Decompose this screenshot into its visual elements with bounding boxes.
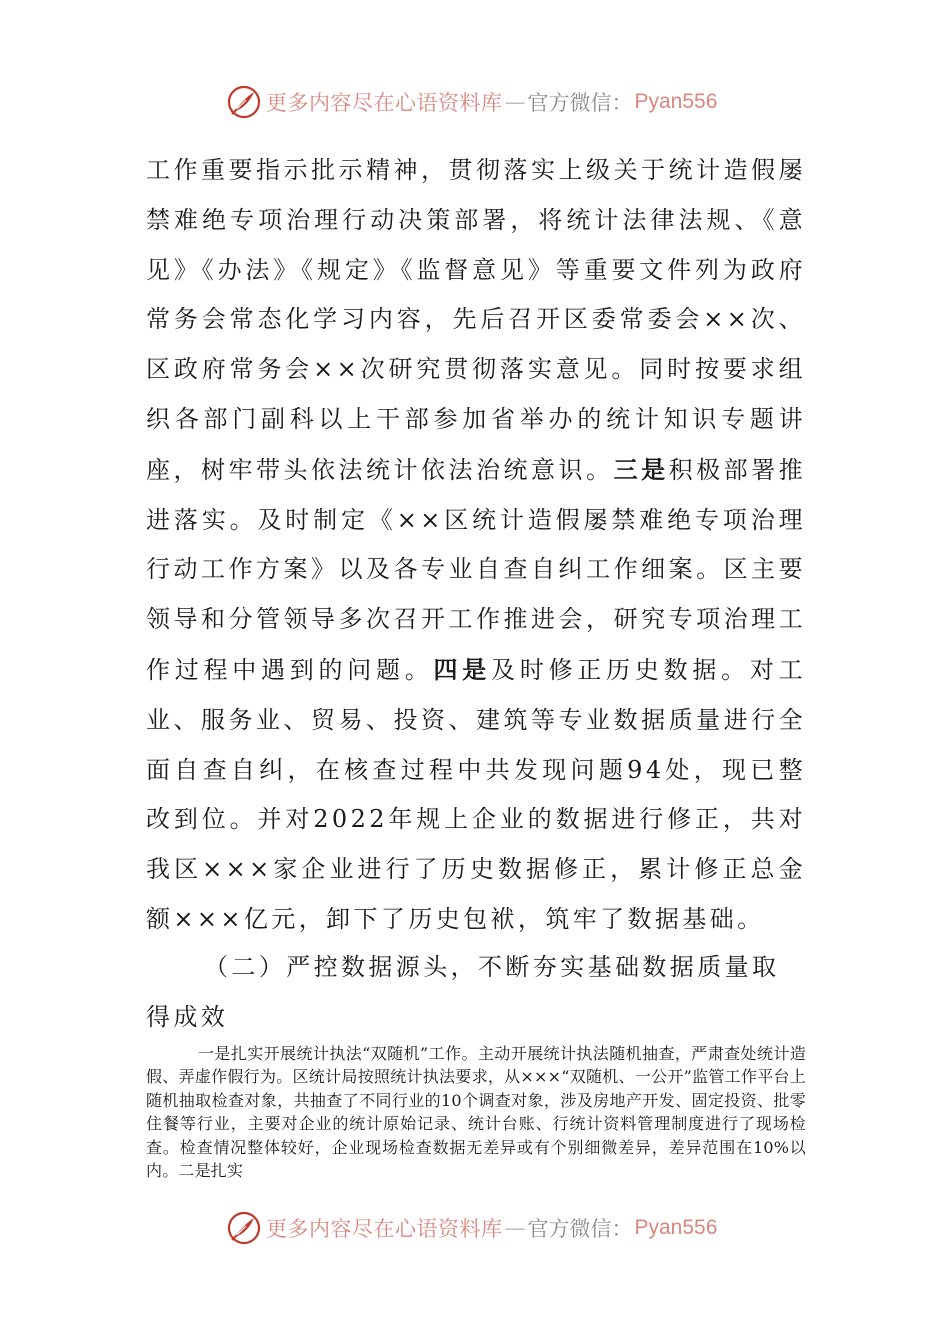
body-segment-1: 工作重要指示批示精神，贯彻落实上级关于统计造假屡禁难绝专项治理行动决策部署，将统计法律法规、《意见》《办法》《规定》《监督意见》等重要文件列为政府常务会常态化学习内容，先后召开区委常委会××次、区政府常务会××次研究贯彻落实意见。同时按要求组织各部门副科以上干部参加省举办的统计知识专题讲座，树牢带头依法统计依法治统意识。 (146, 156, 806, 484)
watermark-wechat-id: Pyan556 (634, 1216, 718, 1239)
watermark-separator: — (504, 1216, 526, 1240)
watermark-footer (226, 1208, 717, 1248)
bold-lead-three: 三是 (613, 454, 669, 484)
watermark-brand: 更多内容尽在心语资料库 (266, 91, 503, 115)
watermark-official: 官方微信： (527, 1217, 633, 1241)
bold-lead-four: 四是 (433, 654, 492, 684)
small-paragraph: 一是扎实开展统计执法“双随机”工作。主动开展统计执法随机抽查，严肃查处统计造假、弄虚作假行为。区统计局按照统计执法要求，从×××“双随机、一公开”监管工作平台上随机抽取检查对象，共抽查了不同行业的10个调查对象，涉及房地产开发、固定投资、批零住餐等行业，主要对企业的统计原始记录、统计台账、行统计资料管理制度进行了现场检查。检查情况整体较好，企业现场检查数据无差异或有个别细微差异，差异范围在10%以内。二是扎实 (146, 1044, 806, 1181)
body-segment-3: 及时修正历史数据。对工业、服务业、贸易、投资、建筑等专业数据质量进行全面自查自纠，在核查过程中共发现问题94处，现已整改到位。并对2022年规上企业的数据进行修正，共对我区×××家企业进行了历史数据修正，累计修正总金额×××亿元，卸下了历史包袱，筑牢了数据基础。 (146, 655, 806, 933)
body-segment-2: 积极部署推进落实。及时制定《××区统计造假屡禁难绝专项治理行动工作方案》以及各专业自查自纠工作细案。区主要领导和分管领导多次召开工作推进会，研究专项治理工作过程中遇到的问题。 (146, 455, 806, 684)
section-heading: （二）严控数据源头，不断夯实基础数据质量取得成效 (146, 953, 780, 1031)
watermark-official: 官方微信： (527, 91, 633, 115)
feather-pen-logo-icon (226, 84, 262, 120)
watermark-wechat-id: Pyan556 (634, 90, 718, 113)
body-paragraph-text (146, 146, 806, 945)
watermark-separator: — (504, 90, 526, 114)
watermark-header (226, 82, 717, 122)
feather-pen-logo-icon (226, 1210, 262, 1246)
watermark-brand: 更多内容尽在心语资料库 (266, 1217, 503, 1241)
body-paragraph (146, 146, 806, 945)
